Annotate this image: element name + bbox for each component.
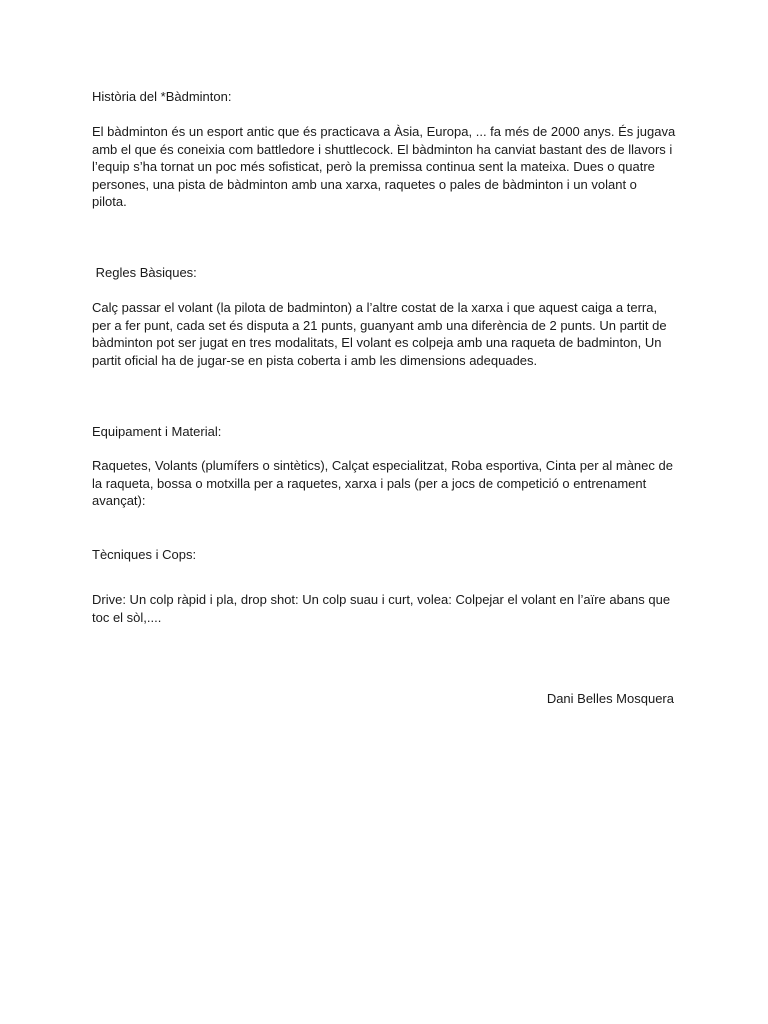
body-line: bàdminton pot ser jugat en tres modalitats, El volant es colpeja amb una raqueta de badminton, Un <box>92 335 662 351</box>
body-line: partit oficial ha de jugar-se en pista coberta i amb les dimensions adequades. <box>92 352 538 368</box>
section-body-techniques <box>92 591 676 626</box>
body-line: la raqueta, bossa o motxilla per a raquetes, xarxa i pals (per a jocs de competició o entrenament <box>92 475 647 491</box>
section-heading-history: Història del *Bàdminton: <box>92 89 232 104</box>
section-heading-equipment: Equipament i Material: <box>92 424 222 439</box>
section-body-equipment <box>92 457 676 510</box>
body-line: l’equip s’ha tornat un poc més sofisticat, però la premissa continua sent la mateixa. Dues o quatre <box>92 159 655 175</box>
body-line: toc el sòl,.... <box>92 609 162 625</box>
section-body-basic-rules <box>92 299 676 369</box>
body-line: persones, una pista de bàdminton amb una xarxa, raquetes o pales de bàdminton i un volant o <box>92 176 637 192</box>
body-line: Drive: Un colp ràpid i pla, drop shot: Un colp suau i curt, volea: Colpejar el volant en l’aïre abans que <box>92 592 671 607</box>
body-line: per a fer punt, cada set és disputa a 21 punts, guanyant amb una diferència de 2 punts. Un partit de <box>92 317 667 333</box>
body-line: Raquetes, Volants (plumífers o sintètics), Calçat especialitzat, Roba esportiva, Cinta per al mànec de <box>92 458 673 473</box>
author-signature: Dani Belles Mosquera <box>546 691 674 706</box>
body-line: pilota. <box>92 194 127 210</box>
body-line: amb el que és coneixia com battledore i shuttlecock. El bàdminton ha canviat bastant des de llavors i <box>92 141 673 157</box>
section-heading-basic-rules: Regles Bàsiques: <box>92 265 197 280</box>
body-line: avançat): <box>92 493 146 509</box>
section-heading-techniques: Tècniques i Cops: <box>92 547 197 562</box>
body-line: El bàdminton és un esport antic que és practicava a Àsia, Europa, ... fa més de 2000 anys. És jugava <box>92 124 676 139</box>
body-line: Calç passar el volant (la pilota de badminton) a l’altre costat de la xarxa i que aquest caiga a terra, <box>92 300 658 315</box>
section-body-history <box>92 123 676 211</box>
